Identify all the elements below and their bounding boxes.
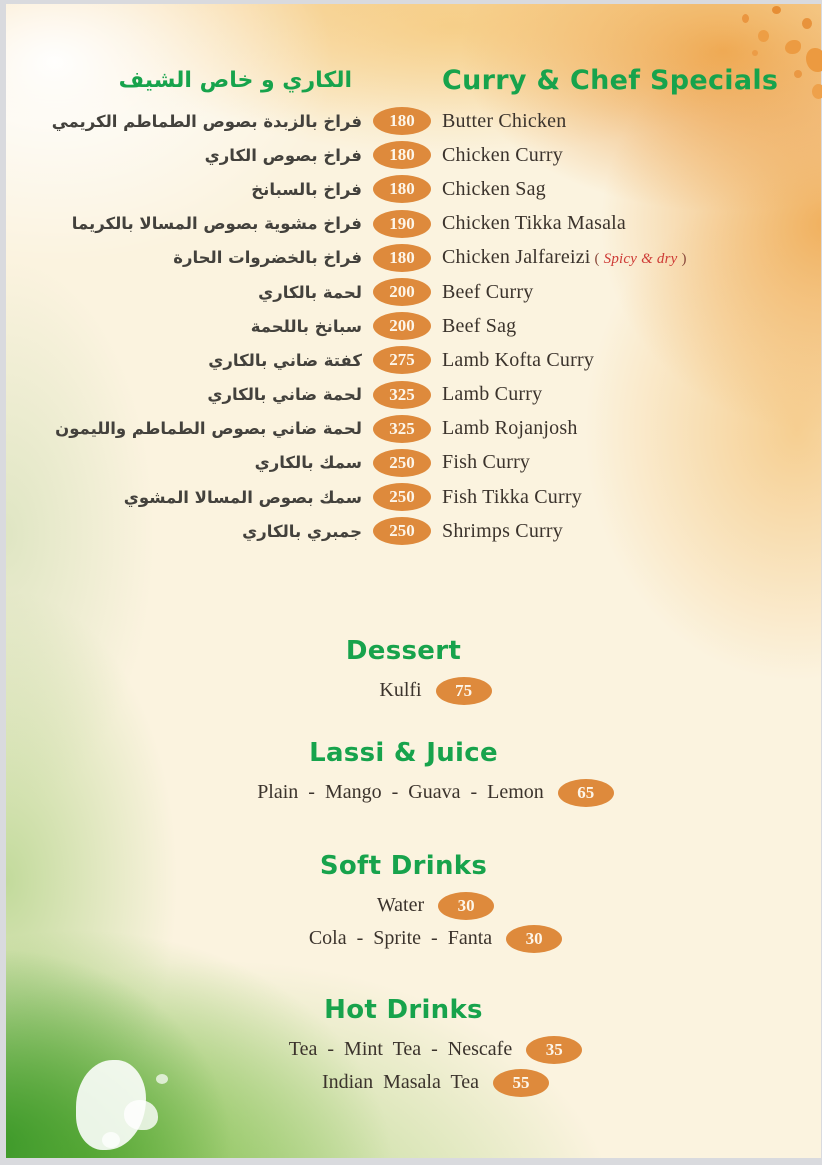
item-name-english: Beef Sag	[442, 314, 517, 337]
section-rows	[6, 1033, 821, 1099]
section-rows	[6, 776, 821, 809]
section-rows	[6, 674, 821, 707]
price-badge: 200	[373, 312, 431, 340]
price-badge: 30	[438, 892, 494, 920]
menu-item-row	[28, 1033, 822, 1066]
item-name-arabic: سبانخ باللحمة	[250, 316, 362, 336]
section-title: Dessert	[345, 636, 462, 666]
menu-section	[6, 636, 821, 707]
item-name-english: Beef Curry	[442, 280, 534, 303]
menu-item-row	[28, 776, 822, 809]
curry-title-arabic: الكاري و خاص الشيف	[118, 67, 352, 93]
item-name-arabic: فراخ بالزبدة بصوص الطماطم الكريمي	[51, 111, 362, 131]
item-name-english: Lamb Curry	[442, 383, 543, 406]
price-badge: 200	[373, 278, 431, 306]
menu-section	[6, 738, 821, 809]
spicy-note: ( Spicy & dry )	[594, 251, 687, 268]
item-name-english: Lamb Rojanjosh	[442, 417, 578, 440]
menu-page	[6, 4, 821, 1158]
item-name-english: Chicken Sag	[442, 177, 546, 200]
section-rows	[6, 889, 821, 955]
section-title: Lassi & Juice	[309, 738, 498, 768]
item-label: Indian Masala Tea	[321, 1071, 480, 1093]
section-title: Hot Drinks	[324, 995, 483, 1025]
item-name-english: Fish Curry	[442, 451, 531, 474]
price-badge: 55	[493, 1069, 549, 1097]
item-name-arabic: جمبري بالكاري	[242, 521, 362, 541]
item-label: Tea - Mint Tea - Nescafe	[288, 1038, 513, 1060]
item-name-english: Chicken Curry	[442, 143, 563, 166]
item-label: Cola - Sprite - Fanta	[308, 927, 493, 949]
item-label: Plain - Mango - Guava - Lemon	[257, 781, 544, 803]
item-name-arabic: لحمة ضاني بصوص الطماطم والليمون	[55, 419, 362, 439]
price-badge: 190	[373, 210, 431, 238]
menu-item-row	[28, 922, 822, 955]
item-label: Kulfi	[379, 679, 422, 701]
price-badge: 35	[526, 1036, 582, 1064]
item-name-arabic: سمك بصوص المسالا المشوي	[123, 487, 362, 507]
price-badge: 250	[373, 517, 431, 545]
price-badge: 325	[373, 415, 431, 443]
price-badge: 325	[373, 381, 431, 409]
menu-item-row	[28, 889, 822, 922]
price-badge: 180	[373, 175, 431, 203]
item-name-english: Butter Chicken	[442, 109, 567, 132]
menu-section	[6, 995, 821, 1099]
price-badge: 30	[506, 925, 562, 953]
item-name-arabic: فراخ بالسبانخ	[251, 179, 362, 199]
section-title: Soft Drinks	[319, 851, 488, 881]
price-badge: 75	[436, 677, 492, 705]
item-name-english: Shrimps Curry	[442, 519, 563, 542]
item-name-arabic: لحمة ضاني بالكاري	[207, 385, 362, 405]
item-name-arabic: فراخ بالخضروات الحارة	[173, 248, 362, 268]
curry-title-english: Curry & Chef Specials	[442, 64, 779, 96]
item-name-arabic: لحمة بالكاري	[258, 282, 362, 302]
menu-item-row	[28, 674, 822, 707]
menu-section	[6, 851, 821, 955]
item-name-arabic: سمك بالكاري	[254, 453, 362, 473]
item-name-arabic: فراخ بصوص الكاري	[204, 145, 362, 165]
price-badge: 180	[373, 141, 431, 169]
price-badge: 250	[373, 483, 431, 511]
item-name-english: Chicken Jalfareizi ( Spicy & dry )	[442, 246, 687, 269]
price-badge: 65	[558, 779, 614, 807]
item-name-english: Fish Tikka Curry	[442, 485, 582, 508]
item-name-english: Lamb Kofta Curry	[442, 348, 595, 371]
price-badge: 275	[373, 346, 431, 374]
item-name-arabic: فراخ مشوية بصوص المسالا بالكريما	[71, 214, 362, 234]
item-label: Water	[376, 894, 425, 916]
price-badge: 180	[373, 244, 431, 272]
lower-sections	[6, 4, 821, 1158]
menu-item-row	[28, 1066, 822, 1099]
price-badge: 180	[373, 107, 431, 135]
price-badge: 250	[373, 449, 431, 477]
item-name-arabic: كفتة ضاني بالكاري	[208, 350, 362, 370]
item-name-english: Chicken Tikka Masala	[442, 212, 626, 235]
